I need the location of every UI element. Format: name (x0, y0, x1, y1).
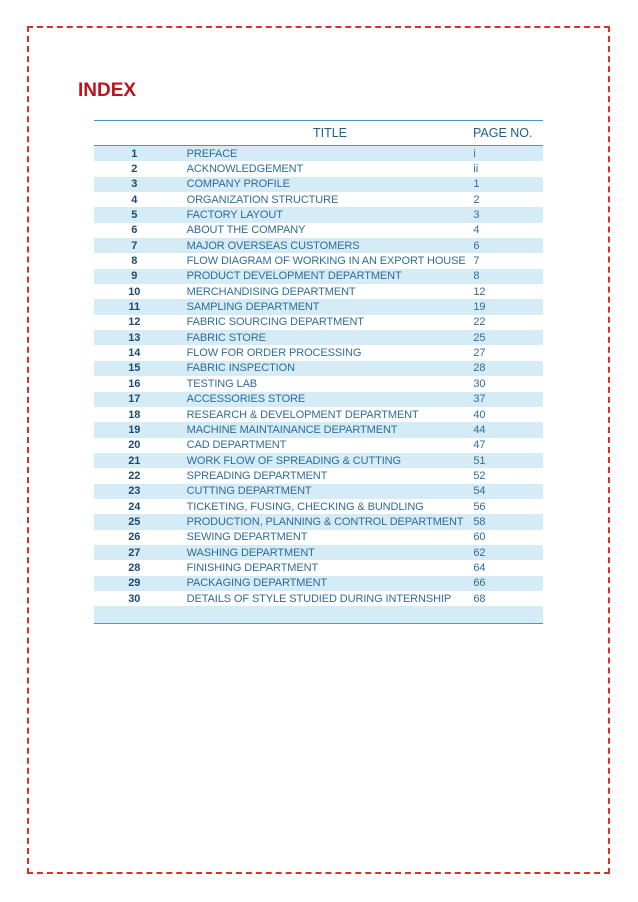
row-page-number: 28 (473, 362, 486, 375)
row-page-number: 62 (473, 546, 486, 559)
row-number: 11 (128, 301, 141, 314)
table-row (94, 269, 543, 284)
row-title: PREFACE (186, 147, 238, 160)
row-page-number: 58 (473, 515, 486, 528)
table-row (94, 299, 543, 314)
row-number: 23 (128, 485, 141, 498)
row-page-number: 47 (473, 439, 486, 452)
row-number: 14 (128, 347, 141, 360)
row-number: 7 (131, 239, 138, 252)
row-number: 17 (128, 393, 141, 406)
table-row (94, 438, 543, 453)
row-page-number: 40 (473, 408, 486, 421)
row-page-number: 56 (473, 500, 486, 513)
row-number: 5 (131, 209, 138, 222)
row-number: 19 (128, 423, 141, 436)
row-title: MAJOR OVERSEAS CUSTOMERS (186, 239, 360, 252)
table-row (94, 315, 543, 330)
table-row (94, 146, 543, 161)
row-number: 24 (128, 500, 141, 513)
table-row (94, 376, 543, 391)
row-page-number: 2 (473, 193, 480, 206)
table-row (94, 192, 543, 207)
row-page-number: 19 (473, 301, 486, 314)
table-row (94, 499, 543, 514)
row-page-number: 52 (473, 469, 486, 482)
row-page-number: 44 (473, 423, 486, 436)
row-number: 26 (128, 531, 141, 544)
row-title: WASHING DEPARTMENT (186, 546, 315, 559)
table-row (94, 161, 543, 176)
table-row (94, 253, 543, 268)
table-row (94, 484, 543, 499)
row-title: TICKETING, FUSING, CHECKING & BUNDLING (186, 500, 424, 513)
row-page-number: 1 (473, 178, 480, 191)
row-page-number: 4 (473, 224, 480, 237)
row-page-number: 12 (473, 285, 486, 298)
table-row (94, 576, 543, 591)
row-title: FABRIC SOURCING DEPARTMENT (186, 316, 364, 329)
row-number: 16 (128, 377, 141, 390)
row-page-number: 51 (473, 454, 486, 467)
table-row (94, 560, 543, 575)
row-page-number: 60 (473, 531, 486, 544)
row-number: 10 (128, 285, 141, 298)
table-row (94, 330, 543, 345)
row-page-number: 68 (473, 592, 486, 605)
table-row (94, 591, 543, 606)
page-title: INDEX (78, 80, 137, 101)
row-number: 30 (128, 592, 141, 605)
table-footer-spacer (94, 606, 543, 623)
row-title: PACKAGING DEPARTMENT (186, 577, 328, 590)
row-number: 8 (131, 255, 138, 268)
row-number: 3 (131, 178, 138, 191)
table-row (94, 514, 543, 529)
row-title: TESTING LAB (186, 377, 258, 390)
row-title: SEWING DEPARTMENT (186, 531, 308, 544)
row-page-number: 25 (473, 331, 486, 344)
table-row (94, 223, 543, 238)
row-page-number: 30 (473, 377, 486, 390)
row-page-number: 27 (473, 347, 486, 360)
row-number: 4 (131, 193, 138, 206)
row-title: ACKNOWLEDGEMENT (186, 163, 304, 176)
row-number: 29 (128, 577, 141, 590)
row-number: 2 (131, 163, 138, 176)
table-row (94, 207, 543, 222)
table-row (94, 422, 543, 437)
row-number: 6 (131, 224, 138, 237)
row-page-number: 37 (473, 393, 486, 406)
row-title: FABRIC STORE (186, 331, 266, 344)
row-title: FLOW FOR ORDER PROCESSING (186, 347, 362, 360)
row-title: CUTTING DEPARTMENT (186, 485, 312, 498)
table-row (94, 453, 543, 468)
row-number: 21 (128, 454, 141, 467)
row-number: 12 (128, 316, 141, 329)
row-page-number: ii (473, 163, 479, 176)
row-number: 27 (128, 546, 141, 559)
row-title: ORGANIZATION STRUCTURE (186, 193, 339, 206)
row-number: 28 (128, 561, 141, 574)
row-title: ACCESSORIES STORE (186, 393, 306, 406)
row-page-number: i (473, 147, 476, 160)
table-row (94, 284, 543, 299)
table-row (94, 238, 543, 253)
row-number: 1 (131, 147, 138, 160)
row-number: 20 (128, 439, 141, 452)
table-row (94, 545, 543, 560)
row-page-number: 6 (473, 239, 480, 252)
table-body (94, 146, 543, 606)
row-page-number: 64 (473, 561, 486, 574)
table-row (94, 530, 543, 545)
row-title: CAD DEPARTMENT (186, 439, 287, 452)
row-title: FLOW DIAGRAM OF WORKING IN AN EXPORT HOUSE (186, 255, 466, 268)
row-title: FACTORY LAYOUT (186, 209, 283, 222)
table-row (94, 407, 543, 422)
row-page-number: 7 (473, 255, 480, 268)
table-row (94, 361, 543, 376)
header-page-no: PAGE NO. (473, 126, 533, 140)
row-page-number: 3 (473, 209, 480, 222)
row-title: FABRIC INSPECTION (186, 362, 295, 375)
row-number: 9 (131, 270, 138, 283)
row-title: MERCHANDISING DEPARTMENT (186, 285, 356, 298)
table-row (94, 345, 543, 360)
row-title: MACHINE MAINTAINANCE DEPARTMENT (186, 423, 398, 436)
row-number: 15 (128, 362, 141, 375)
row-title: PRODUCTION, PLANNING & CONTROL DEPARTMENT (186, 515, 464, 528)
row-number: 18 (128, 408, 141, 421)
row-number: 13 (128, 331, 141, 344)
row-page-number: 22 (473, 316, 486, 329)
row-page-number: 8 (473, 270, 480, 283)
row-number: 25 (128, 515, 141, 528)
table-row (94, 177, 543, 192)
row-title: COMPANY PROFILE (186, 178, 290, 191)
table-row (94, 468, 543, 483)
table-header (94, 121, 543, 146)
row-title: FINISHING DEPARTMENT (186, 561, 319, 574)
row-title: RESEARCH & DEVELOPMENT DEPARTMENT (186, 408, 419, 421)
index-table (94, 120, 543, 624)
row-title: WORK FLOW OF SPREADING & CUTTING (186, 454, 401, 467)
row-page-number: 66 (473, 577, 486, 590)
row-page-number: 54 (473, 485, 486, 498)
row-title: PRODUCT DEVELOPMENT DEPARTMENT (186, 270, 402, 283)
header-title: TITLE (312, 126, 348, 140)
table-row (94, 392, 543, 407)
row-number: 22 (128, 469, 141, 482)
row-title: ABOUT THE COMPANY (186, 224, 306, 237)
row-title: SAMPLING DEPARTMENT (186, 301, 320, 314)
row-title: SPREADING DEPARTMENT (186, 469, 328, 482)
row-title: DETAILS OF STYLE STUDIED DURING INTERNSHIP (186, 592, 452, 605)
